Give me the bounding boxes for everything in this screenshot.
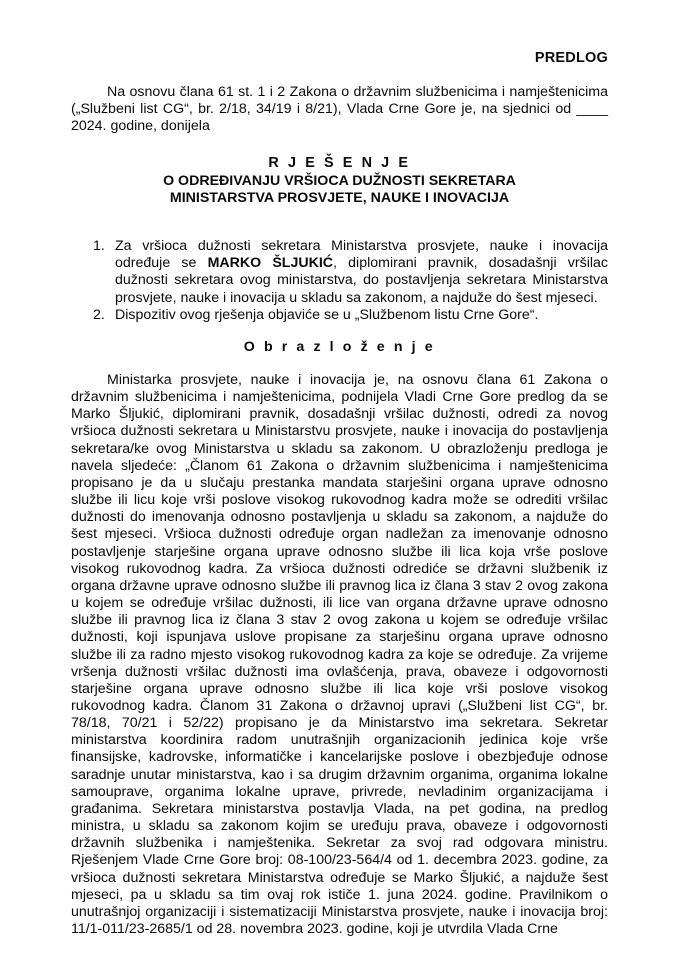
list-item-marker: 1.	[93, 238, 105, 254]
explanation-heading: O b r a z l o ž e n j e	[243, 339, 436, 355]
decision-title-line-2: O ODREĐIVANJU VRŠIOCA DUŽNOSTI SEKRETARA	[163, 172, 516, 189]
decision-title-line-3: MINISTARSTVA PROSVJETE, NAUKE I INOVACIJA	[169, 190, 510, 207]
preamble-text: Na osnovu člana 61 st. 1 i 2 Zakona o državnim službenicima i namještenicima („Službeni list CG“, br. 2/18, 34/19 i 8/21), Vlada Crne Gore je, na sjednici od ____ 2024. godine, donijela	[71, 84, 608, 135]
list-item-text-after-name: , diplomirani pravnik, dosadašnji vršilac dužnosti sekretara ovog ministarstva, do postavljenja sekretara Ministarstva prosvjete, nauke i inovacija u skladu sa zakonom, a najduže do šest mjeseci.	[115, 255, 608, 306]
decision-title-block	[71, 155, 608, 208]
decision-items-list	[71, 238, 608, 324]
list-item	[71, 238, 608, 307]
list-item	[71, 307, 608, 324]
document-type-label: PREDLOG	[534, 50, 608, 66]
list-item-text-before-name: Dispozitiv ovog rješenja objaviće se u „Službenom listu Crne Gore“.	[115, 306, 539, 323]
list-item-marker: 2.	[93, 306, 105, 323]
appointee-name: MARKO ŠLJUKIĆ	[207, 255, 334, 272]
explanation-paragraph	[71, 372, 608, 938]
decision-title-line-1: R J E Š E N J E	[268, 155, 411, 171]
preamble-paragraph	[71, 84, 608, 136]
explanation-text: Ministarka prosvjete, nauke i inovacija je, na osnovu člana 61 Zakona o državnim službenicima i namještenicima, podnijela Vladi Crne Gore predlog da se Marko Šljukić, diplomirani pravnik, dosadašnji vršilac dužnosti, odredi za novog vršioca dužnosti sekretara u Ministarstvu prosvjete, nauke i inovacija do postavljenja sekretara/ke ovog Ministarstva u skladu sa zakonom. U obrazloženju predloga je navela sljedeće: „Članom 61 Zakona o državnim službenicima i namještenicima propisano je da u slučaju prestanka mandata starješini organa uprave odnosno službe ili licu koje vrši poslove visokog rukovodnog kadra može se odrediti vršilac dužnosti do imenovanja odnosno postavljenja u skladu sa zakonom, a najduže do šest mjeseci. Vršioca dužnosti određuje organ nadležan za imenovanje odnosno postavljenje starješine organa uprave odnosno službe ili lica koja vrše poslove visokog rukovodnog kadra. Za vršioca dužnosti odrediće se državni službenik iz organa državne uprave odnosno službe ili pravnog lica iz člana 3 stav 2 ovog zakona u kojem se određuje vršilac dužnosti, ili lice van organa državne uprave odnosno službe ili pravnog lica iz člana 3 stav 2 ovog zakona u kojem se određuje vršilac dužnosti, koji ispunjava uslove propisane za starješinu organa uprave odnosno službe ili za radno mjesto visokog rukovodnog kadra za koje se određuje. Za vrijeme vršenja dužnosti vršilac dužnosti ima ovlašćenja, prava, obaveze i odgovornosti starješine organa uprave odnosno službe ili lica koje vrši poslove visokog rukovodnog kadra. Članom 31 Zakona o državnoj upravi („Službeni list CG“, br. 78/18, 70/21 i 52/22) propisano je da Ministarstvo ima sekretara. Sekretar ministarstva koordinira radom unutrašnjih organizacionih jedinica koje vrše finansijske, kadrovske, informatičke i kancelarijske poslove i obezbjeđuje odnose saradnje unutar ministarstva, kao i sa drugim državnim organima, organima lokalne samouprave, organima lokalne uprave, privrede, nevladinim organizacijama i građanima. Sekretara ministarstva postavlja Vlada, na pet godina, na predlog ministra, u skladu sa zakonom kojim se uređuju prava, obaveze i odgovornosti državnih službenika i namještenika. Sekretar za svoj rad odgovara ministru. Rješenjem Vlade Crne Gore broj: 08-100/23-564/4 od 1. decembra 2023. godine, za vršioca dužnosti sekretara Ministarstva određuje se Marko Šljukić, a najduže šest mjeseci, pa u skladu sa tim ovaj rok ističe 1. juna 2024. godine. Pravilnikom o unutrašnjoj organizaciji i sistematizaciji Ministarstva prosvjete, nauke i inovacija broj: 11/1-011/23-2685/1 od 28. novembra 2023. godine, koji je utvrdila Vlada Crne	[71, 372, 608, 937]
list-item-text-before-name: Za vršioca dužnosti sekretara Ministarstva prosvjete, nauke i inovacija određuje se	[115, 238, 608, 272]
